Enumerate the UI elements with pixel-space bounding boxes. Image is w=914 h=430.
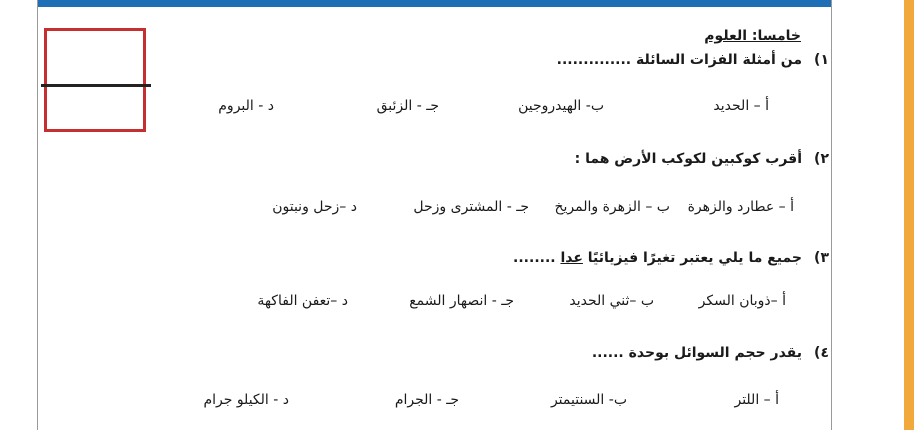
option-b: ب –ثني الحديد — [569, 293, 654, 309]
right-margin-line — [831, 0, 832, 430]
option-b: ب – الزهرة والمريخ — [554, 199, 670, 215]
option-a: أ – اللتر — [734, 392, 779, 408]
option-a: أ –ذوبان السكر — [698, 293, 786, 309]
option-a: أ – الحديد — [713, 98, 769, 114]
option-b: ب- الهيدروجين — [518, 98, 604, 114]
option-c: جـ - المشترى وزحل — [413, 199, 529, 215]
question-text-main: جميع ما يلي يعتبر تغيرًا فيزيائيًا — [587, 250, 802, 266]
left-margin-line — [37, 0, 38, 430]
option-d: د –زحل ونبتون — [272, 199, 357, 215]
question-number: ١) — [814, 52, 829, 68]
option-c: جـ - الزئبق — [376, 98, 439, 114]
header-bar — [37, 0, 831, 7]
side-accent-strip — [904, 0, 914, 430]
question-number: ٤) — [814, 345, 829, 361]
score-divider-line — [41, 84, 151, 87]
option-b: ب- السنتيمتر — [550, 392, 627, 408]
option-d: د - الكيلو جرام — [203, 392, 289, 408]
option-d: د - البروم — [218, 98, 274, 114]
question-text — [513, 249, 802, 267]
question-text: أقرب كوكبين لكوكب الأرض هما : — [574, 151, 802, 167]
question-text: يقدر حجم السوائل بوحدة ...... — [591, 345, 802, 361]
score-box — [44, 28, 146, 132]
question-number: ٢) — [814, 151, 829, 167]
question-number: ٣) — [814, 250, 829, 266]
option-c: جـ - الجرام — [394, 392, 459, 408]
question-text-dots: ........ — [513, 250, 561, 266]
question-text-emphasis: عدا — [560, 250, 583, 266]
question-text: من أمثلة الفزات السائلة .............. — [556, 52, 802, 68]
option-d: د –تعفن الفاكهة — [257, 293, 348, 309]
section-title: خامسا: العلوم — [704, 28, 801, 44]
option-a: أ – عطارد والزهرة — [687, 199, 794, 215]
option-c: جـ - انصهار الشمع — [409, 293, 514, 309]
